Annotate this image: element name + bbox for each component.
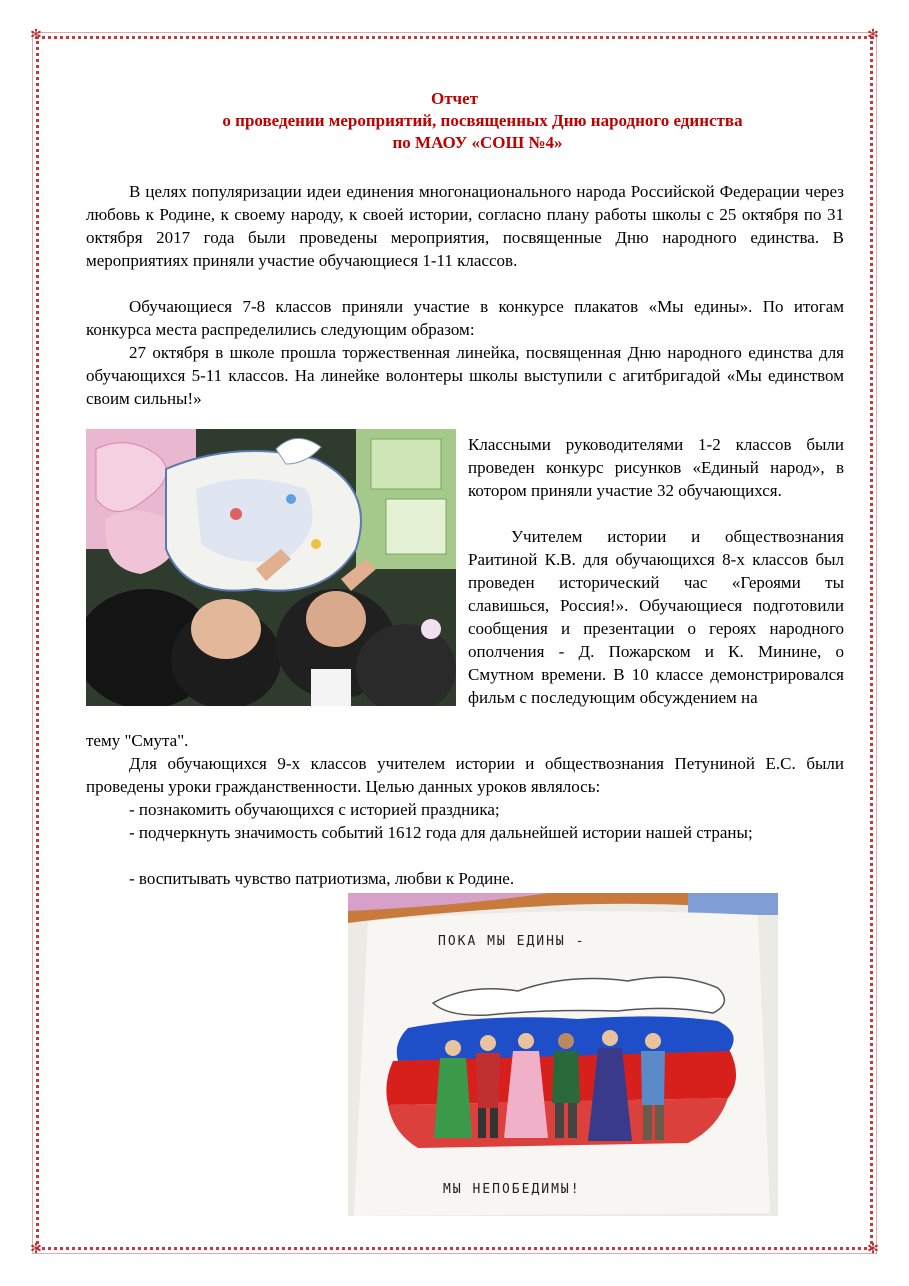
title-line-1: Отчет <box>430 89 479 108</box>
title-line-2: о проведении мероприятий, посвященных Дню народного единства <box>222 111 743 130</box>
paragraph-assembly: 27 октября в школе прошла торжественная линейка, посвященная Дню народного единства для обучающихся 5-11 классов. На линейке волонтеры школы выступили с агитбригадой «Мы единством своим сильны!» <box>86 343 844 408</box>
corner-ornament-icon: ✻ <box>867 1242 879 1257</box>
side-paragraph-drawing-contest: Классными руководителями 1-2 классов были проведен конкурс рисунков «Единый народ», в котором приняли участие 32 обучающихся. <box>468 435 844 500</box>
drawing-caption-top: ПОКА МЫ ЕДИНЫ - <box>438 934 586 949</box>
document-title <box>0 88 909 154</box>
paragraph-smuta-end: тему "Смута". <box>86 731 189 750</box>
paragraph-intro: В целях популяризации идеи единения многонационального народа Российской Федерации через любовь к Родине, к своему народу, к своей истории, согласно плану работы школы с 25 октября по 31 октября 2017 года были проведены мероприятия, посвященные Дню народного единства. В мероприятиях приняли участие обучающиеся 1-11 классов. <box>86 182 844 270</box>
photo-children-map <box>86 429 456 706</box>
corner-ornament-icon: ✻ <box>30 1242 42 1257</box>
photo-children-drawing <box>348 893 778 1216</box>
bullet-1612-events: - подчеркнуть значимость событий 1612 года для дальнейшей истории нашей страны; <box>129 823 753 842</box>
paragraph-citizenship: Для обучающихся 9-х классов учителем истории и обществознания Петуниной Е.С. были проведены уроки гражданственности. Целью данных уроков являлось: <box>86 754 844 796</box>
drawing-caption-bottom: МЫ НЕПОБЕДИМЫ! <box>443 1182 581 1197</box>
bullet-patriotism: - воспитывать чувство патриотизма, любви к Родине. <box>129 869 515 888</box>
bullet-holiday-history: - познакомить обучающихся с историей праздника; <box>129 800 500 819</box>
corner-ornament-icon: ✻ <box>30 28 42 43</box>
title-line-3: по МАОУ «СОШ №4» <box>392 133 563 152</box>
side-paragraph-history-hour: Учителем истории и обществознания Раитиной К.В. для обучающихся 8-х классов был проведен исторический час «Героями ты славишься, Россия!». Обучающиеся подготовили сообщения и презентации о героях народного ополчения - Д. Пожарском и К. Минине, о Смутном времени. В 10 классе демонстрировался фильм с последующим обсуждением на <box>468 527 844 707</box>
paragraph-posters: Обучающиеся 7-8 классов приняли участие в конкурсе плакатов «Мы едины». По итогам конкурса места распределились следующим образом: <box>86 297 844 339</box>
corner-ornament-icon: ✻ <box>867 28 879 43</box>
